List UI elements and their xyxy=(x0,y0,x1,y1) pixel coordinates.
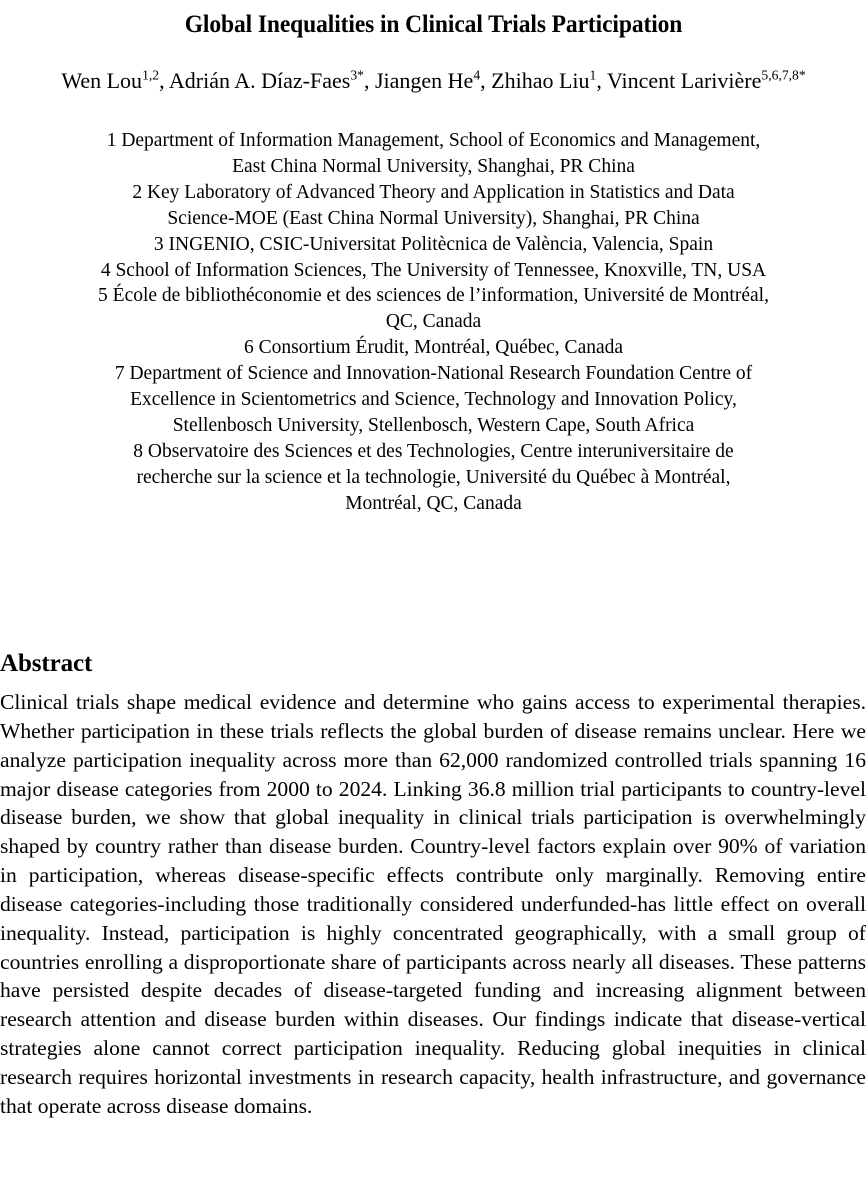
author-list xyxy=(0,67,867,95)
affiliation-line: 6 Consortium Érudit, Montréal, Québec, Canada xyxy=(243,337,624,359)
abstract-heading: Abstract xyxy=(0,649,93,677)
author-affiliation-marks: 4 xyxy=(473,67,481,83)
affiliation-line: 2 Key Laboratory of Advanced Theory and Application in Statistics and Data xyxy=(132,181,735,203)
affiliation-line: QC, Canada xyxy=(385,311,482,333)
author-separator: , xyxy=(480,68,492,93)
affiliation-line: 7 Department of Science and Innovation-National Research Foundation Centre of xyxy=(114,363,753,385)
author-name: Vincent Larivière xyxy=(606,68,762,93)
author-affiliation-marks: 5,6,7,8* xyxy=(761,67,806,83)
author-entry xyxy=(491,68,596,93)
author-name: Wen Lou xyxy=(61,68,143,93)
author-entry xyxy=(375,68,480,93)
author-affiliation-marks: 1,2 xyxy=(142,67,160,83)
author-separator: , xyxy=(159,68,169,93)
author-entry xyxy=(61,68,159,93)
author-separator: , xyxy=(596,68,607,93)
affiliation-line: 4 School of Information Sciences, The University of Tennessee, Knoxville, TN, USA xyxy=(100,259,767,281)
author-affiliation-marks: 3* xyxy=(350,67,364,83)
affiliation-line: recherche sur la science et la technologie, Université du Québec à Montréal, xyxy=(136,466,731,488)
author-entry xyxy=(169,68,364,93)
affiliation-line: East China Normal University, Shanghai, PR China xyxy=(232,155,635,177)
affiliation-line: Science-MOE (East China Normal University), Shanghai, PR China xyxy=(167,207,700,229)
author-affiliation-marks: 1 xyxy=(589,67,597,83)
author-entry xyxy=(607,68,806,93)
author-name: Jiangen He xyxy=(374,68,474,93)
abstract-paragraph: Clinical trials shape medical evidence and determine who gains access to experimental therapies. Whether participation in these trials reflects the global burden of disease remains unclear. Here we analyze participation inequality across more than 62,000 randomized controlled trials spanning 16 major disease categories from 2000 to 2024. Linking 36.8 million trial participants to country-level disease burden, we show that global inequality in clinical trials participation is overwhelmingly shaped by country rather than disease burden. Country-level factors explain over 90% of variation in participation, whereas disease-specific effects contribute only marginally. Removing entire disease categories-including those traditionally considered underfunded-has little effect on overall inequality. Instead, participation is highly concentrated geographically, with a small group of countries enrolling a disproportionate share of participants across nearly all diseases. These patterns have persisted despite decades of disease-targeted funding and increasing alignment between research attention and disease burden within diseases. Our findings indicate that disease-vertical strategies alone cannot correct participation inequality. Reducing global inequities in clinical research requires horizontal investments in research capacity, health infrastructure, and governance that operate across disease domains. xyxy=(0,690,866,1118)
affiliation-line: Excellence in Scientometrics and Science, Technology and Innovation Policy, xyxy=(130,389,737,411)
page-title: Global Inequalities in Clinical Trials Participation xyxy=(184,10,683,38)
affiliation-line: 3 INGENIO, CSIC-Universitat Politècnica de València, Valencia, Spain xyxy=(153,233,714,255)
affiliation-list xyxy=(0,128,867,517)
author-name: Adrián A. Díaz-Faes xyxy=(168,68,351,93)
affiliation-line: 5 École de bibliothéconomie et des sciences de l’information, Université de Montréal, xyxy=(98,285,769,307)
affiliation-line: Stellenbosch University, Stellenbosch, Western Cape, South Africa xyxy=(172,414,695,436)
affiliation-line: 8 Observatoire des Sciences et des Technologies, Centre interuniversitaire de xyxy=(133,440,734,462)
affiliation-line: Montréal, QC, Canada xyxy=(345,492,522,514)
author-name: Zhihao Liu xyxy=(491,68,590,93)
affiliation-line: 1 Department of Information Management, School of Economics and Management, xyxy=(106,130,761,151)
abstract-body xyxy=(0,688,866,1121)
author-separator: , xyxy=(363,68,375,93)
